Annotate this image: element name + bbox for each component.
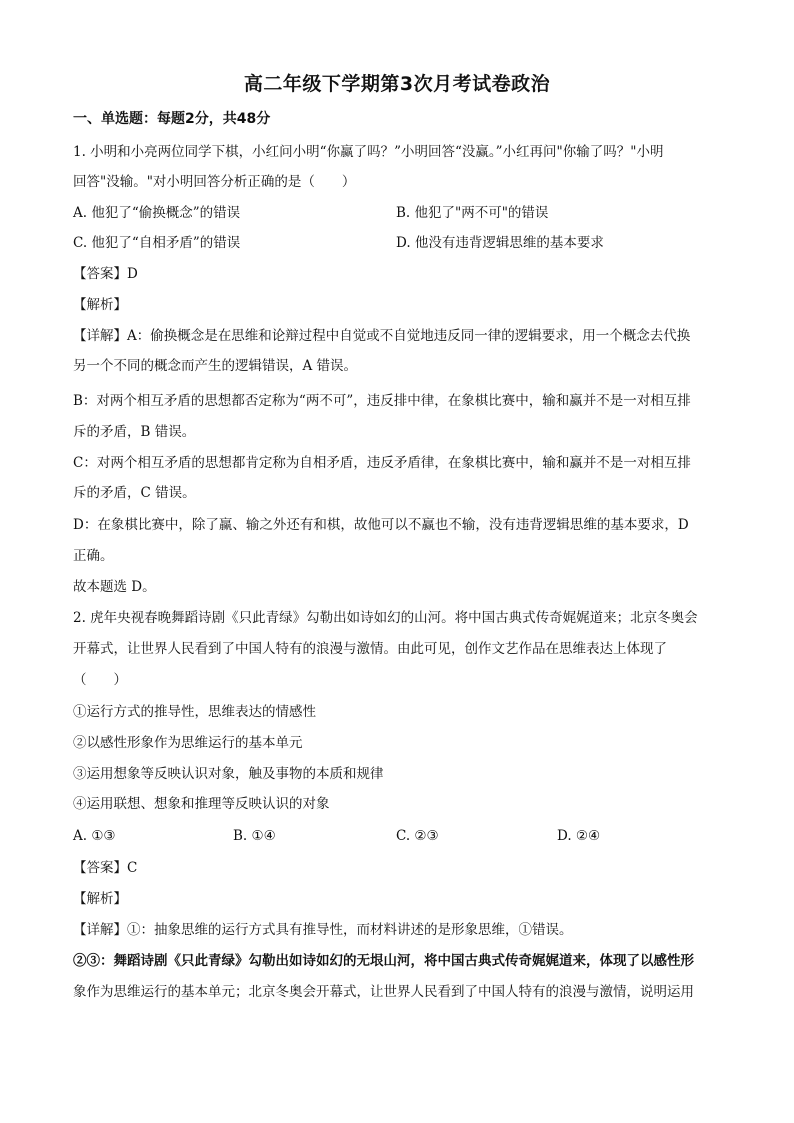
q1-detail-line: 故本题选 D。 <box>73 579 156 595</box>
q2-detail-line: 象作为思维运行的基本单元；北京冬奥会开幕式，让世界人民看到了中国人特有的浪漫与激情，说明运用 <box>73 984 694 1000</box>
q1-detail-line: 斥的矛盾，C 错误。 <box>73 485 196 501</box>
q2-answer: 【答案】C <box>73 860 138 876</box>
q2-option-b: B. ①④ <box>233 828 276 844</box>
q1-option-d: D. 他没有违背逻辑思维的基本要求 <box>396 235 604 251</box>
page-title: 高二年级下学期第3次月考试卷政治 <box>243 73 551 95</box>
q2-detail-line: 【详解】①：抽象思维的运行方式具有推导性，而材料讲述的是形象思维，①错误。 <box>73 922 573 938</box>
q1-detail-line: 斥的矛盾，B 错误。 <box>73 424 196 440</box>
q1-detail-line: C：对两个相互矛盾的思想都肯定称为自相矛盾，违反矛盾律，在象棋比赛中，输和赢并不是一对相互排 <box>73 455 691 471</box>
q2-stem-line: 开幕式，让世界人民看到了中国人特有的浪漫与激情。由此可见，创作文艺作品在思维表达上体现了 <box>73 641 667 657</box>
q2-statement: ③运用想象等反映认识对象，触及事物的本质和规律 <box>73 766 384 782</box>
q2-detail-line: ②③：舞蹈诗剧《只此青绿》勾勒出如诗如幻的无垠山河，将中国古典式传奇娓娓道来，体现了以感性形 <box>73 953 694 969</box>
q2-option-c: C. ②③ <box>396 828 439 844</box>
q2-analysis-label: 【解析】 <box>73 891 127 907</box>
q1-detail-line: 正确。 <box>73 548 114 564</box>
q2-option-a: A. ①③ <box>73 828 116 844</box>
q1-detail-line: B：对两个相互矛盾的思想都否定称为“两不可”，违反排中律，在象棋比赛中，输和赢并不是一对相互排 <box>73 393 691 409</box>
q2-stem-line: （ ） <box>73 672 127 688</box>
q1-detail-line: D：在象棋比赛中，除了赢、输之外还有和棋，故他可以不赢也不输，没有违背逻辑思维的基本要求，D <box>73 517 689 533</box>
q2-option-d: D. ②④ <box>557 828 601 844</box>
q2-statement: ②以感性形象作为思维运行的基本单元 <box>73 735 303 751</box>
q2-statement: ④运用联想、想象和推理等反映认识的对象 <box>73 796 330 812</box>
q1-option-c: C. 他犯了“自相矛盾”的错误 <box>73 235 241 251</box>
q2-stem-line: 2. 虎年央视春晚舞蹈诗剧《只此青绿》勾勒出如诗如幻的山河。将中国古典式传奇娓娓道来；北京冬奥会 <box>73 610 698 626</box>
q1-detail-line: 【详解】A：偷换概念是在思维和论辩过程中自觉或不自觉地违反同一律的逻辑要求，用一个概念去代换 <box>73 328 691 344</box>
q2-statement: ①运行方式的推导性，思维表达的情感性 <box>73 704 316 720</box>
q1-option-b: B. 他犯了"两不可"的错误 <box>396 205 549 221</box>
q1-stem-line: 回答"没输。"对小明回答分析正确的是（ ） <box>73 174 356 190</box>
section-heading: 一、单选题：每题2分，共48分 <box>73 111 271 127</box>
q1-detail-line: 另一个不同的概念而产生的逻辑错误，A 错误。 <box>73 358 358 374</box>
q1-stem-line: 1. 小明和小亮两位同学下棋，小红问小明“你赢了吗？”小明回答“没赢。”小红再问"你输了吗？"小明 <box>73 144 664 160</box>
q1-analysis-label: 【解析】 <box>73 297 127 313</box>
q1-answer: 【答案】D <box>73 266 138 282</box>
q1-option-a: A. 他犯了“偷换概念”的错误 <box>73 205 241 221</box>
